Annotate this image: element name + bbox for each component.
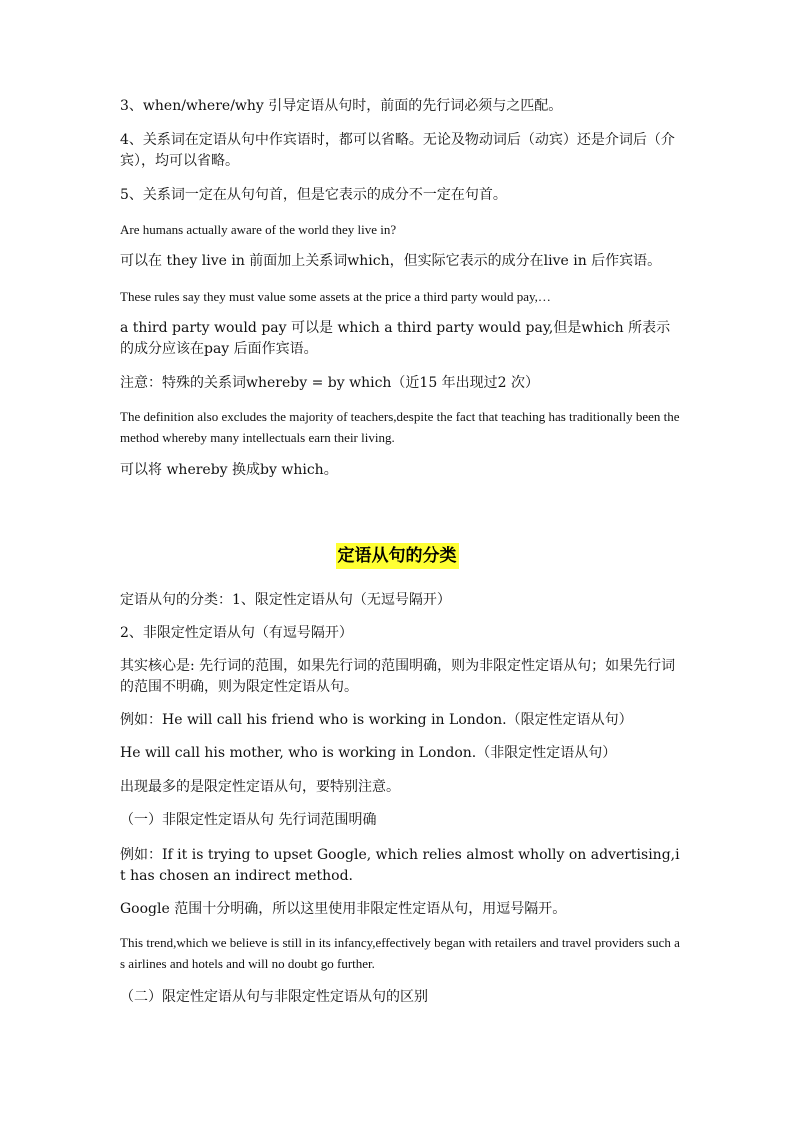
example-nonrestrictive: He will call his mother, who is working in London.（非限定性定语从句）: [120, 745, 617, 761]
classification-line-2: 2、非限定性定语从句（有逗号隔开）: [120, 625, 353, 641]
example-sentence-3: The definition also excludes the majority of teachers,despite the fact that teaching has traditionally been the method whereby many intellectuals earn their living.: [120, 409, 680, 445]
rule-3-paragraph: 3、when/where/why 引导定语从句时，前面的先行词必须与之匹配。: [120, 98, 563, 114]
subsection-1-heading: （一）非限定性定语从句 先行词范围明确: [120, 812, 377, 828]
note-whereby: 注意：特殊的关系词whereby = by which（近15 年出现过2 次）: [120, 375, 540, 391]
frequency-note: 出现最多的是限定性定语从句，要特别注意。: [120, 779, 400, 795]
classification-line-1: 定语从句的分类：1、限定性定语从句（无逗号隔开）: [120, 592, 451, 608]
google-explanation: Google 范围十分明确，所以这里使用非限定性定语从句，用逗号隔开。: [120, 901, 567, 917]
rule-4-paragraph: 4、关系词在定语从句中作宾语时，都可以省略。无论及物动词后（动宾）还是介词后（介宾），均可以省略。: [120, 132, 675, 169]
rule-5-paragraph: 5、关系词一定在从句句首，但是它表示的成分不一定在句首。: [120, 187, 507, 203]
explanation-1: 可以在 they live in 前面加上关系词which，但实际它表示的成分在live in 后作宾语。: [120, 253, 662, 269]
subsection-2-heading: （二）限定性定语从句与非限定性定语从句的区别: [120, 989, 428, 1005]
explanation-3: 可以将 whereby 换成by which。: [120, 462, 338, 478]
explanation-2: a third party would pay 可以是 which a third party would pay,但是which 所表示的成分应该在pay 后面作宾语。: [120, 320, 671, 357]
example-restrictive: 例如：He will call his friend who is working in London.（限定性定语从句）: [120, 712, 633, 728]
example-trend: This trend,which we believe is still in its infancy,effectively began with retailers and travel providers such as airlines and hotels and will no doubt go further.: [120, 935, 680, 971]
example-google: 例如：If it is trying to upset Google, which relies almost wholly on advertising,it has chosen an indirect method.: [120, 847, 680, 884]
core-explanation: 其实核心是: 先行词的范围，如果先行词的范围明确，则为非限定性定语从句；如果先行词的范围不明确，则为限定性定语从句。: [120, 658, 676, 695]
example-sentence-2: These rules say they must value some assets at the price a third party would pay,…: [120, 289, 551, 304]
section-heading: 定语从句的分类: [336, 543, 459, 569]
section-heading-wrap: [0, 543, 794, 569]
example-sentence-1: Are humans actually aware of the world they live in?: [120, 222, 397, 237]
